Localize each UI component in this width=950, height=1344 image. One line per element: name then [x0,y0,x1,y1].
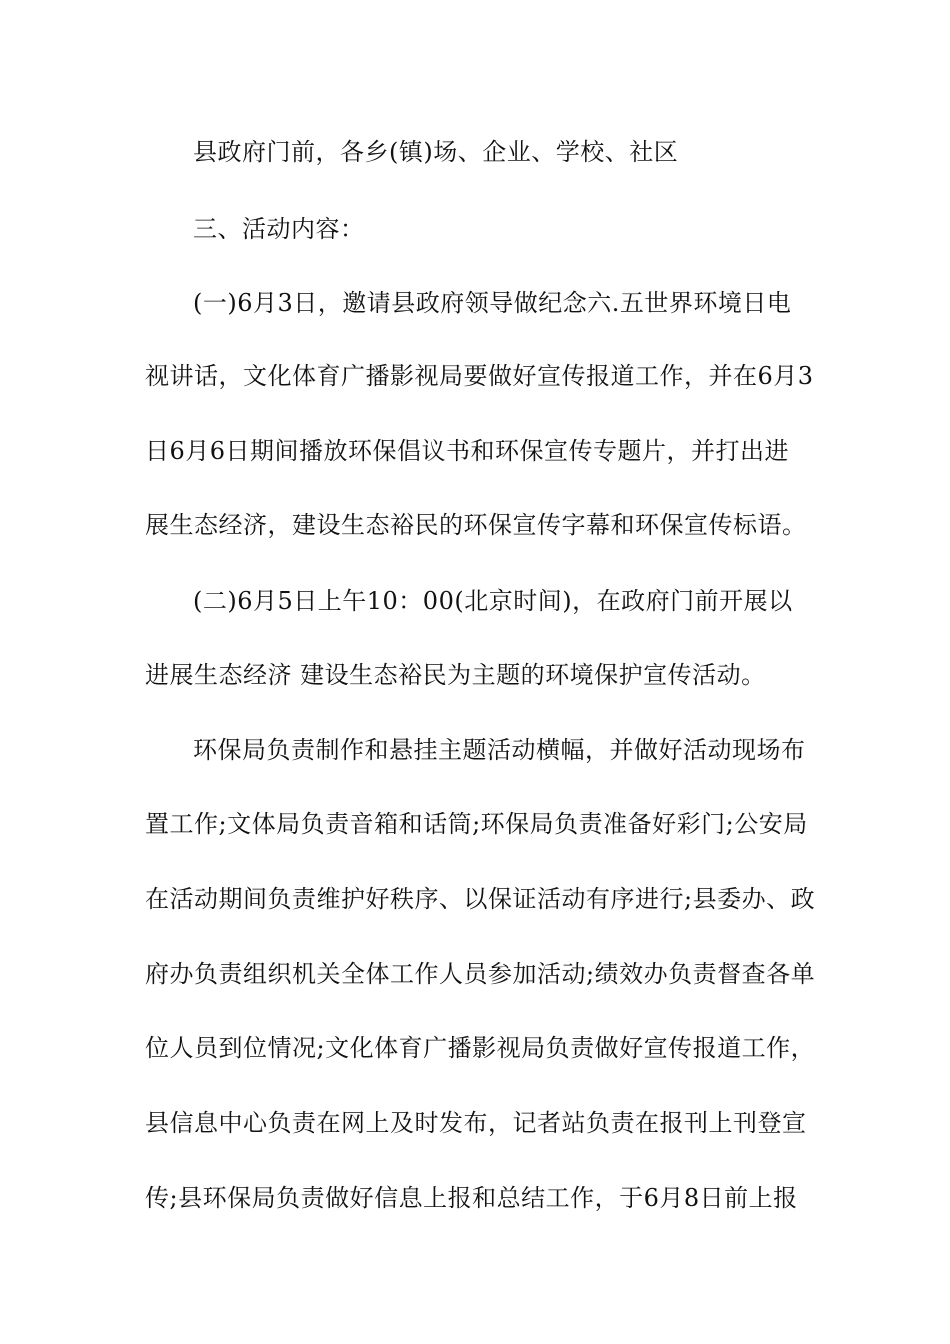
text-line: 府办负责组织机关全体工作人员参加活动;绩效办负责督查各单 [145,960,816,988]
text-line: 环保局负责制作和悬挂主题活动横幅，并做好活动现场布 [193,736,806,764]
text-line: 位人员到位情况;文化体育广播影视局负责做好宣传报道工作， [145,1034,816,1062]
text-line: 日6月6日期间播放环保倡议书和环保宣传专题片，并打出进 [145,437,790,465]
text-line: (二)6月5日上午10：00(北京时间)，在政府门前开展以 [193,587,793,615]
section-heading: 三、活动内容： [193,215,365,243]
text-line: 展生态经济，建设生态裕民的环保宣传字幕和环保宣传标语。 [145,511,807,539]
text-line: (一)6月3日，邀请县政府领导做纪念六.五世界环境日电 [193,289,792,317]
text-line: 在活动期间负责维护好秩序、以保证活动有序进行;县委办、政 [145,885,816,913]
text-line: 县信息中心负责在网上及时发布，记者站负责在报刊上刊登宣 [145,1109,807,1137]
text-line: 县政府门前，各乡(镇)场、企业、学校、社区 [193,138,679,166]
text-line: 传;县环保局负责做好信息上报和总结工作，于6月8日前上报 [145,1184,798,1212]
text-line: 置工作;文体局负责音箱和话筒;环保局负责准备好彩门;公安局 [145,810,808,838]
text-line: 视讲话，文化体育广播影视局要做好宣传报道工作，并在6月3 [145,362,814,390]
text-line: 进展生态经济 建设生态裕民为主题的环境保护宣传活动。 [145,661,766,689]
